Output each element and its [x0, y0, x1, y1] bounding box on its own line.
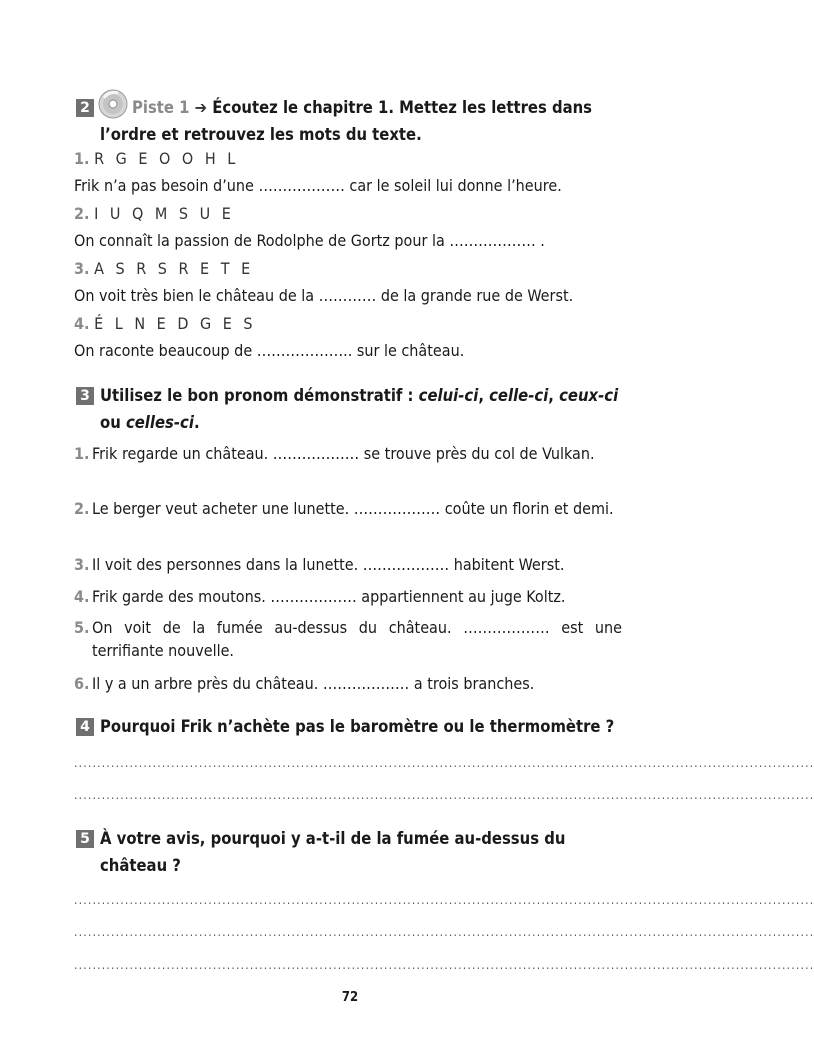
exercise-2-instruction-line2: l’ordre et retrouvez les mots du texte.	[100, 125, 422, 144]
exercise-2-instruction-line1: Écoutez le chapitre 1. Mettez les lettres dans	[212, 98, 593, 117]
answer-line-2[interactable]: ................................................................................................................................................................	[74, 788, 814, 802]
exercise-4-number: 4	[76, 718, 94, 736]
track-label: Piste 1	[132, 98, 190, 117]
pronoun-celle-ci: celle-ci	[489, 386, 549, 405]
exercise-2-heading	[76, 89, 622, 148]
exercise-3-number: 3	[76, 387, 94, 405]
scrambled-letters: I U Q M S U E	[94, 204, 235, 223]
period: .	[193, 413, 200, 432]
exercise-3-instruction-line2	[76, 409, 622, 436]
item-text: Frik regarde un château. ……………… se trouve près du col de Vulkan.	[92, 444, 595, 463]
exercise-4-heading	[76, 713, 622, 740]
arrow-icon: ➔	[194, 98, 208, 117]
exercise-3-heading	[76, 382, 622, 436]
item-text: Le berger veut acheter une lunette. ……………… coûte un florin et demi.	[92, 499, 614, 518]
exercise-5-heading	[76, 825, 622, 879]
ex2-item-4-letters-row	[74, 313, 622, 335]
ex3-item-6	[74, 672, 622, 695]
item-number: 3.	[74, 259, 90, 278]
scrambled-letters: A S R S R E T E	[94, 259, 254, 278]
exercise-5-question-line1: À votre avis, pourquoi y a-t-il de la fumée au-dessus du	[100, 829, 566, 848]
ex2-item-2-letters-row	[74, 203, 622, 225]
answer-line-3[interactable]: ................................................................................................................................................................	[74, 893, 814, 907]
ex2-item-4-sentence: On raconte beaucoup de ……………….. sur le château.	[74, 341, 465, 360]
audio-cd-icon	[98, 89, 128, 119]
exercise-3-instruction: Utilisez le bon pronom démonstratif :	[100, 386, 419, 405]
ex3-item-4	[74, 585, 622, 608]
ex3-item-1	[74, 442, 622, 465]
page-number: 72	[341, 990, 359, 1005]
item-number: 4.	[74, 587, 90, 606]
item-number: 2.	[74, 204, 90, 223]
item-number: 6.	[74, 674, 90, 693]
separator: ,	[478, 386, 490, 405]
ex2-item-3-sentence: On voit très bien le château de la ………… de la grande rue de Werst.	[74, 286, 574, 305]
item-number: 3.	[74, 555, 90, 574]
scrambled-letters: É L N E D G E S	[94, 314, 256, 333]
separator: ,	[548, 386, 560, 405]
item-text: Il y a un arbre près du château. ……………… a trois branches.	[92, 674, 535, 693]
pronoun-celui-ci: celui-ci	[418, 386, 479, 405]
ex2-item-2-sentence: On connaît la passion de Rodolphe de Gortz pour la ……………… .	[74, 231, 545, 250]
answer-line-4[interactable]: ................................................................................................................................................................	[74, 925, 814, 939]
item-number: 2.	[74, 499, 90, 518]
ex2-item-1-letters-row	[74, 148, 622, 170]
conjunction: ou	[100, 413, 126, 432]
ex2-item-3-letters-row	[74, 258, 622, 280]
pronoun-celles-ci: celles-ci	[125, 413, 194, 432]
item-text: Il voit des personnes dans la lunette. ……………… habitent Werst.	[92, 555, 565, 574]
answer-line-1[interactable]: ................................................................................................................................................................	[74, 756, 814, 770]
exercise-2-number: 2	[76, 99, 94, 117]
item-text: On voit de la fumée au-dessus du château. ……………… est une terrifiante nouvelle.	[92, 618, 622, 660]
item-number: 5.	[74, 618, 90, 637]
ex3-item-2	[74, 497, 622, 520]
exercise-4-question: Pourquoi Frik n’achète pas le baromètre ou le thermomètre ?	[100, 717, 615, 736]
ex2-item-1-sentence: Frik n’a pas besoin d’une ……………… car le soleil lui donne l’heure.	[74, 176, 562, 195]
pronoun-ceux-ci: ceux-ci	[559, 386, 619, 405]
item-number: 1.	[74, 444, 90, 463]
item-number: 4.	[74, 314, 90, 333]
item-text: Frik garde des moutons. ……………… appartiennent au juge Koltz.	[92, 587, 566, 606]
ex3-item-5	[74, 616, 622, 662]
exercise-5-number: 5	[76, 830, 94, 848]
exercise-5-question-line2: château ?	[100, 856, 181, 875]
item-number: 1.	[74, 149, 90, 168]
answer-line-5[interactable]: ................................................................................................................................................................	[74, 958, 814, 972]
scrambled-letters: R G E O O H L	[94, 149, 239, 168]
ex3-item-3	[74, 553, 622, 576]
